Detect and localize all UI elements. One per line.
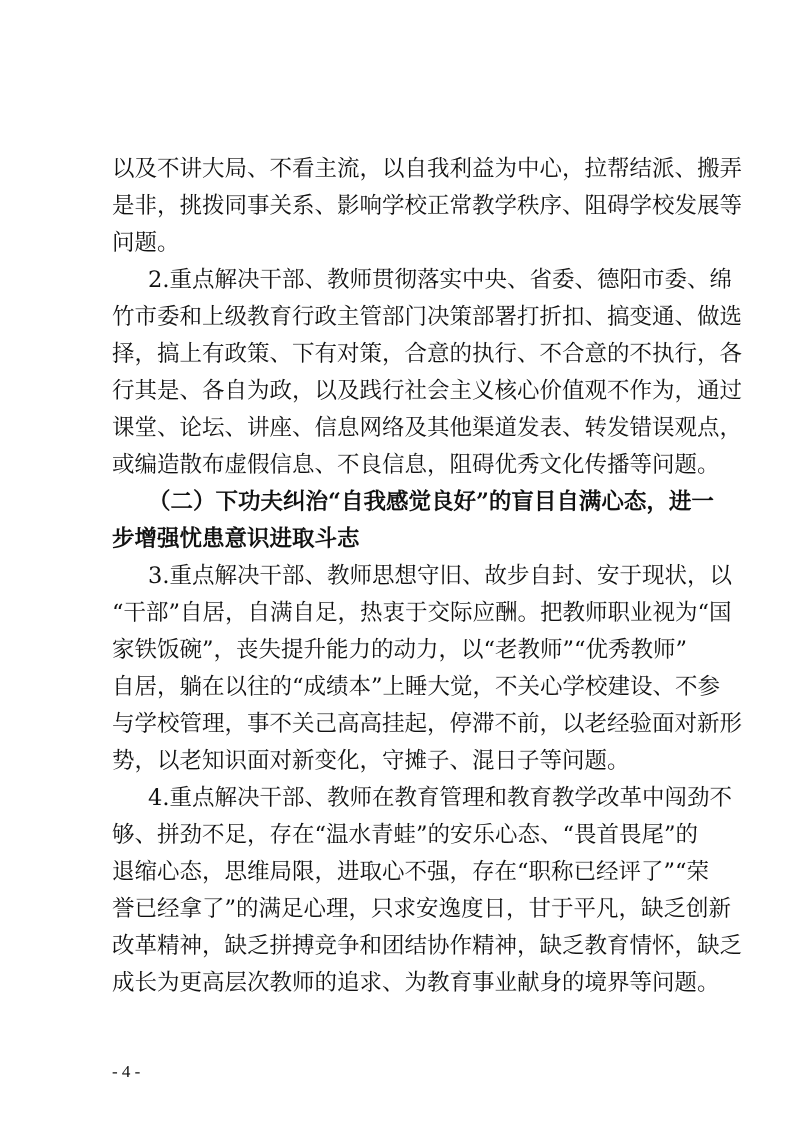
page-number: - 4 - [112, 1062, 141, 1081]
body-text-line: 改革精神，缺乏拼搏竞争和团结协作精神，缺乏教育情怀，缺乏 [112, 933, 743, 959]
body-text-line: 是非，挑拨同事关系、影响学校正常教学秩序、阻碍学校发展等 [112, 193, 743, 219]
body-text-line: 以及不讲大局、不看主流，以自我利益为中心，拉帮结派、搬弄 [112, 156, 743, 182]
body-text-line: 课堂、论坛、讲座、信息网络及其他渠道发表、转发错误观点， [112, 415, 743, 441]
body-text-line: 势，以老知识面对新变化，守摊子、混日子等问题。 [112, 748, 630, 774]
body-text-line: 或编造散布虚假信息、不良信息，阻碍优秀文化传播等问题。 [112, 452, 720, 478]
body-text-line: 自居，躺在以往的“成绩本”上睡大觉，不关心学校建设、不参 [112, 674, 721, 700]
body-text-line: 竹市委和上级教育行政主管部门决策部署打折扣、搞变通、做选 [112, 304, 743, 330]
body-text-line: 家铁饭碗”，丧失提升能力的动力，以“老教师”“优秀教师” [112, 637, 688, 663]
body-text-line: 行其是、各自为政，以及践行社会主义核心价值观不作为，通过 [112, 378, 743, 404]
body-text-line: 3.重点解决干部、教师思想守旧、故步自封、安于现状，以 [148, 563, 732, 589]
body-text-line: 择，搞上有政策、下有对策，合意的执行、不合意的不执行，各 [112, 341, 743, 367]
section-heading-line: 步增强忧患意识进取斗志 [112, 526, 360, 552]
body-text-line: 成长为更高层次教师的追求、为教育事业献身的境界等问题。 [112, 970, 720, 996]
body-text-line: 誉已经拿了”的满足心理，只求安逸度日，甘于平凡，缺乏创新 [112, 896, 732, 922]
body-text-line: “干部”自居，自满自足，热衷于交际应酬。把教师职业视为“国 [112, 600, 732, 626]
body-text-line: 问题。 [112, 230, 180, 256]
section-heading-line: （二）下功夫纠治“自我感觉良好”的盲目自满心态，进一 [148, 489, 714, 515]
body-text-line: 退缩心态，思维局限，进取心不强，存在“职称已经评了”“荣 [112, 859, 710, 885]
body-text-line: 4.重点解决干部、教师在教育管理和教育教学改革中闯劲不 [148, 785, 732, 811]
body-text-line: 与学校管理，事不关己高高挂起，停滞不前，以老经验面对新形 [112, 711, 743, 737]
body-text-line: 够、拼劲不足，存在“温水青蛙”的安乐心态、“畏首畏尾”的 [112, 822, 699, 848]
body-text-line: 2.重点解决干部、教师贯彻落实中央、省委、德阳市委、绵 [148, 267, 732, 293]
